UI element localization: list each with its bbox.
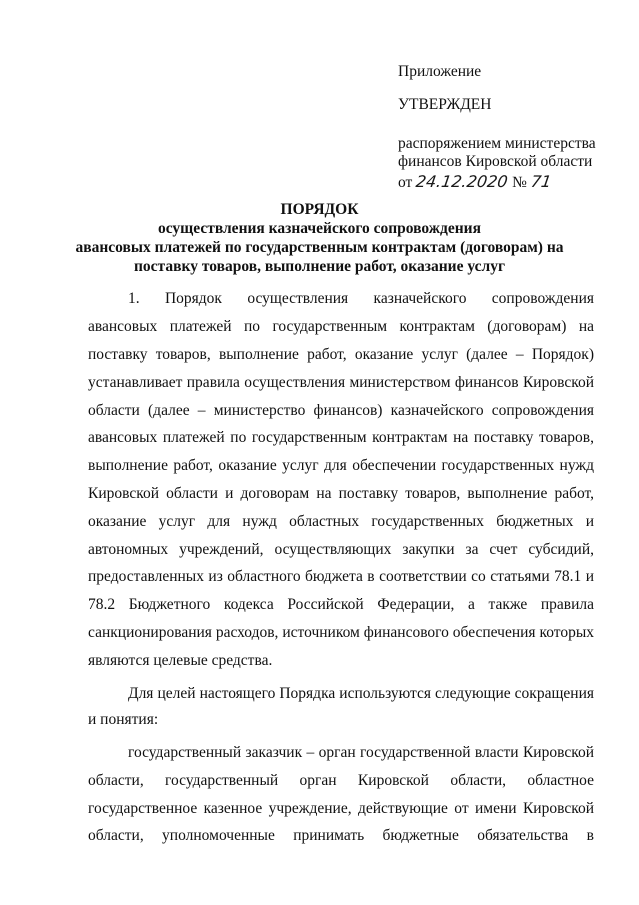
approved-label: УТВЕРЖДЕН xyxy=(398,96,492,113)
title-line-1: осуществления казначейского сопровождения xyxy=(158,220,481,237)
p1-line-4: устанавливает правила осуществления министерством финансов Кировской xyxy=(88,374,594,391)
p1-line-14: являются целевые средства. xyxy=(88,652,273,669)
p1-line-13: санкционирования расходов, источником финансового обеспечения которых xyxy=(88,624,594,641)
title-line-2: авансовых платежей по государственным контрактам (договорам) на xyxy=(75,239,564,256)
p1-line-1: 1. Порядок осуществления казначейского сопровождения xyxy=(128,290,594,307)
order-line-1: распоряжением министерства xyxy=(398,135,596,152)
p3-line-2: области, государственный орган Кировской области, областное xyxy=(88,772,594,789)
p2-line-1: Для целей настоящего Порядка используются следующие сокращения xyxy=(128,685,594,702)
appendix-label: Приложение xyxy=(398,63,482,80)
p3-line-1: государственный заказчик – орган государственной власти Кировской xyxy=(128,744,594,761)
p1-line-2: авансовых платежей по государственным контрактам (договорам) на xyxy=(88,318,594,335)
document-title: ПОРЯДОК xyxy=(280,201,359,218)
p1-line-5: области (далее – министерство финансов) казначейского сопровождения xyxy=(88,402,594,419)
from-label: от xyxy=(398,174,413,191)
number-label: № xyxy=(512,174,527,191)
p1-line-8: Кировской области и договорам на поставку товаров, выполнение работ, xyxy=(88,485,594,502)
p1-line-7: выполнение работ, оказание услуг для обеспечении государственных нужд xyxy=(88,457,594,474)
handwritten-date: 24.12.2020 xyxy=(414,172,510,191)
order-line-2: финансов Кировской области xyxy=(398,153,593,170)
title-line-3: поставку товаров, выполнение работ, оказание услуг xyxy=(134,258,505,275)
p1-line-6: авансовых платежей по государственным контрактам на поставку товаров, xyxy=(88,429,594,446)
order-date-line xyxy=(398,172,561,192)
p1-line-12: 78.2 Бюджетного кодекса Российской Федерации, а также правила xyxy=(88,596,594,613)
p1-line-11: предоставленных из областного бюджета в соответствии со статьями 78.1 и xyxy=(88,568,594,585)
p3-line-4: области, уполномоченные принимать бюджетные обязательства в xyxy=(88,827,594,844)
p3-line-3: государственное казенное учреждение, действующие от имени Кировской xyxy=(88,800,594,817)
p2-line-2: и понятия: xyxy=(88,711,159,728)
p1-line-9: оказание услуг для нужд областных государственных бюджетных и xyxy=(88,513,594,530)
p1-line-3: поставку товаров, выполнение работ, оказание услуг (далее – Порядок) xyxy=(88,346,594,363)
handwritten-number: 71 xyxy=(529,172,553,191)
p1-line-10: автономных учреждений, осуществляющих закупки за счет субсидий, xyxy=(88,541,594,558)
